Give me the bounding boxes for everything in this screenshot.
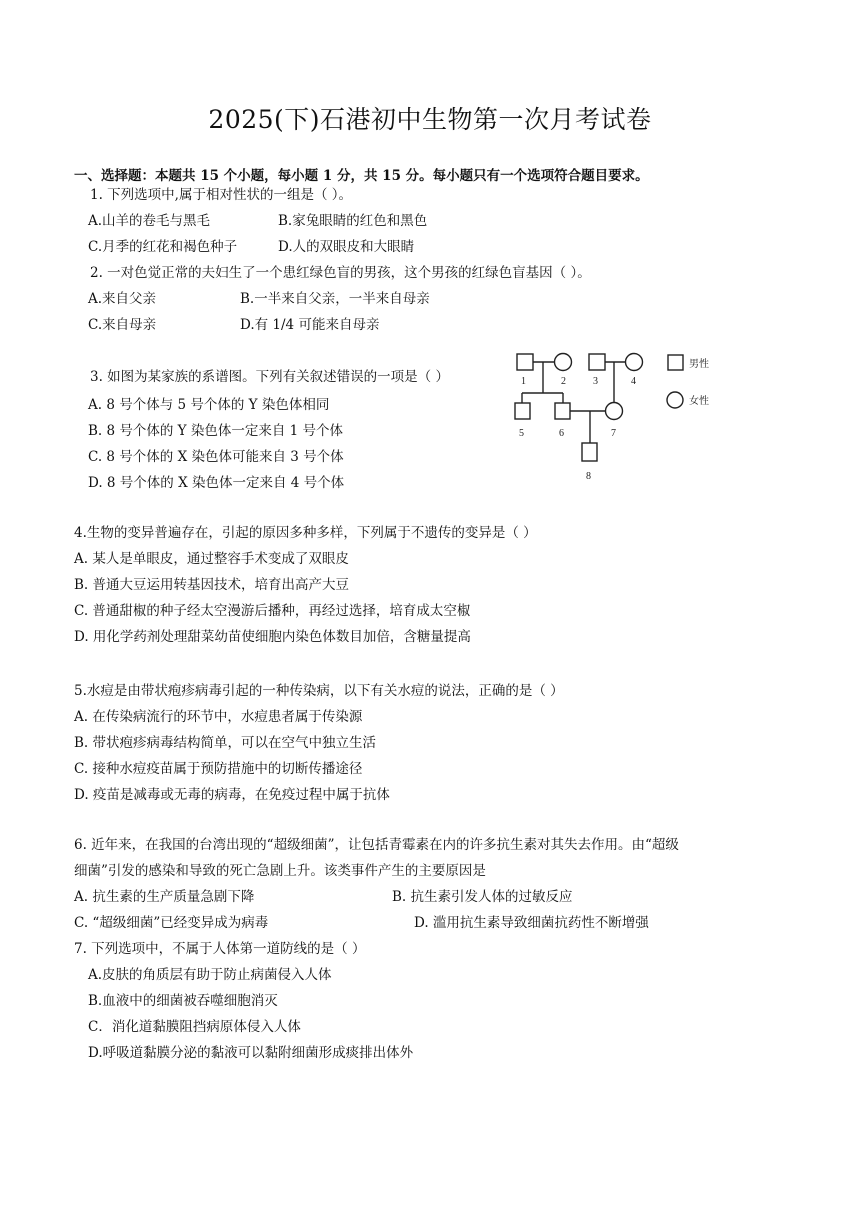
q6-option-c: C. “超级细菌”已经变异成为病毒 — [74, 915, 269, 931]
section-heading: 一、选择题：本题共 15 个小题，每小题 1 分，共 15 分。每小题只有一个选项符合题目要求。 — [74, 168, 649, 184]
q6-stem-line1: 6. 近年来，在我国的台湾出现的“超级细菌”，让包括青霉素在内的许多抗生素对其失去作用。由“超级 — [74, 837, 679, 853]
q1-option-a: A.山羊的卷毛与黑毛 — [88, 213, 211, 229]
q7-option-c: C．消化道黏膜阻挡病原体侵入人体 — [88, 1019, 301, 1035]
individual-7-female — [606, 403, 623, 420]
label-4: 4 — [631, 376, 636, 387]
label-1: 1 — [521, 376, 526, 387]
q3-option-a: A. 8 号个体与 5 号个体的 Y 染色体相同 — [88, 397, 330, 413]
individual-1-male — [517, 354, 533, 370]
q4-stem: 4.生物的变异普遍存在，引起的原因多种多样，下列属于不遗传的变异是（ ） — [74, 525, 537, 541]
q1-option-b: B.家兔眼睛的红色和黑色 — [278, 213, 428, 229]
q2-option-b: B.一半来自父亲，一半来自母亲 — [240, 291, 430, 307]
q7-option-a: A.皮肤的角质层有助于防止病菌侵入人体 — [88, 967, 332, 983]
q5-option-c: C. 接种水痘疫苗属于预防措施中的切断传播途径 — [74, 761, 363, 777]
legend-male-symbol — [668, 355, 683, 370]
legend-female-symbol — [667, 392, 683, 408]
q1-option-d: D.人的双眼皮和大眼睛 — [278, 239, 415, 255]
individual-4-female — [626, 354, 643, 371]
q7-option-b: B.血液中的细菌被吞噬细胞消灭 — [88, 993, 278, 1009]
q1-stem: 1. 下列选项中,属于相对性状的一组是（ ）。 — [90, 187, 353, 203]
label-7: 7 — [611, 428, 616, 439]
pedigree-diagram — [505, 345, 765, 490]
label-2: 2 — [561, 376, 566, 387]
q5-option-a: A. 在传染病流行的环节中，水痘患者属于传染源 — [74, 709, 363, 725]
q5-option-d: D. 疫苗是减毒或无毒的病毒，在免疫过程中属于抗体 — [74, 787, 390, 803]
q7-option-d: D.呼吸道黏膜分泌的黏液可以黏附细菌形成痰排出体外 — [88, 1045, 414, 1061]
q1-option-c: C.月季的红花和褐色种子 — [88, 239, 238, 255]
q4-option-b: B. 普通大豆运用转基因技术，培育出高产大豆 — [74, 577, 350, 593]
q5-option-b: B. 带状疱疹病毒结构简单，可以在空气中独立生活 — [74, 735, 377, 751]
q7-stem: 7. 下列选项中，不属于人体第一道防线的是（ ） — [74, 941, 366, 957]
individual-6-male — [555, 403, 570, 419]
q5-stem: 5.水痘是由带状疱疹病毒引起的一种传染病，以下有关水痘的说法，正确的是（ ） — [74, 683, 564, 699]
q6-option-d: D. 滥用抗生素导致细菌抗药性不断增强 — [414, 915, 649, 931]
q2-stem: 2. 一对色觉正常的夫妇生了一个患红绿色盲的男孩，这个男孩的红绿色盲基因（ ）。 — [90, 265, 591, 281]
q4-option-d: D. 用化学药剂处理甜菜幼苗使细胞内染色体数目加倍，含糖量提高 — [74, 629, 471, 645]
q4-option-c: C. 普通甜椒的种子经太空漫游后播种，再经过选择，培育成太空椒 — [74, 603, 471, 619]
q2-option-c: C.来自母亲 — [88, 317, 157, 333]
q3-stem: 3. 如图为某家族的系谱图。下列有关叙述错误的一项是（ ） — [90, 369, 449, 385]
q2-option-d: D.有 1/4 可能来自母亲 — [240, 317, 380, 333]
q6-option-a: A. 抗生素的生产质量急剧下降 — [74, 889, 255, 905]
q3-option-b: B. 8 号个体的 Y 染色体一定来自 1 号个体 — [88, 423, 344, 439]
label-8: 8 — [586, 471, 591, 482]
individual-8-male — [582, 443, 597, 461]
legend-female-label: 女性 — [689, 396, 709, 407]
label-6: 6 — [559, 428, 564, 439]
q6-stem-line2: 细菌”引发的感染和导致的死亡急剧上升。该类事件产生的主要原因是 — [74, 863, 486, 879]
q3-option-d: D. 8 号个体的 X 染色体一定来自 4 号个体 — [88, 475, 345, 491]
label-3: 3 — [593, 376, 598, 387]
individual-2-female — [555, 354, 572, 371]
q3-option-c: C. 8 号个体的 X 染色体可能来自 3 号个体 — [88, 449, 344, 465]
label-5: 5 — [519, 428, 524, 439]
legend-male-label: 男性 — [689, 359, 709, 370]
individual-5-male — [515, 403, 530, 419]
q4-option-a: A. 某人是单眼皮，通过整容手术变成了双眼皮 — [74, 551, 349, 567]
page-title: 2025(下)石港初中生物第一次月考试卷 — [208, 105, 652, 134]
individual-3-male — [589, 354, 605, 370]
q2-option-a: A.来自父亲 — [88, 291, 157, 307]
q6-option-b: B. 抗生素引发人体的过敏反应 — [392, 889, 573, 905]
